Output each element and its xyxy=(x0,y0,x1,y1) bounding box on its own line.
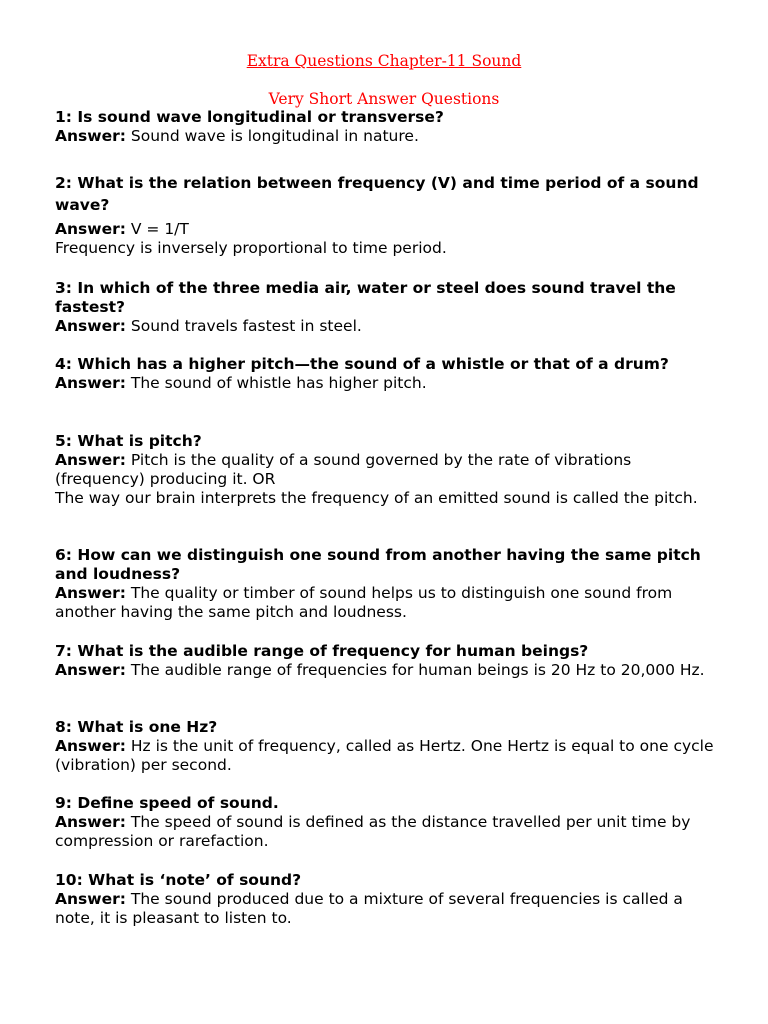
answer-9 xyxy=(55,813,720,851)
qa-item-6 xyxy=(55,546,720,622)
answer-label: Answer: xyxy=(55,890,126,908)
qa-item-7 xyxy=(55,642,720,680)
question-4: 4: Which has a higher pitch—the sound of a whistle or that of a drum? xyxy=(55,355,669,373)
qa-item-3 xyxy=(55,279,720,336)
answer-1 xyxy=(55,127,720,146)
answer-8 xyxy=(55,737,720,775)
question-6: 6: How can we distinguish one sound from another having the same pitch and loudness? xyxy=(55,546,701,583)
qa-item-10 xyxy=(55,871,720,928)
answer-label: Answer: xyxy=(55,317,126,335)
qa-item-4 xyxy=(55,355,720,393)
qa-item-5 xyxy=(55,432,720,508)
answer-label: Answer: xyxy=(55,374,126,392)
answer-7 xyxy=(55,661,720,680)
answer-5-extra: The way our brain interprets the frequency of an emitted sound is called the pitch. xyxy=(55,489,698,507)
answer-5 xyxy=(55,451,720,489)
answer-label: Answer: xyxy=(55,451,126,469)
question-5: 5: What is pitch? xyxy=(55,432,202,450)
answer-10-text: The sound produced due to a mixture of several frequencies is called a note, it is pleasant to listen to. xyxy=(55,890,683,927)
question-3: 3: In which of the three media air, water or steel does sound travel the fastest? xyxy=(55,279,676,316)
question-7: 7: What is the audible range of frequency for human beings? xyxy=(55,642,589,660)
question-8: 8: What is one Hz? xyxy=(55,718,218,736)
answer-5-text: Pitch is the quality of a sound governed by the rate of vibrations (frequency) producing it. OR xyxy=(55,451,632,488)
answer-7-text: The audible range of frequencies for human beings is 20 Hz to 20,000 Hz. xyxy=(130,661,705,679)
qa-item-8 xyxy=(55,718,720,775)
question-9: 9: Define speed of sound. xyxy=(55,794,279,812)
answer-4-text: The sound of whistle has higher pitch. xyxy=(130,374,427,392)
answer-label: Answer: xyxy=(55,220,126,238)
answer-6-text: The quality or timber of sound helps us to distinguish one sound from another having the same pitch and loudness. xyxy=(55,584,673,621)
answer-8-text: Hz is the unit of frequency, called as Hertz. One Hertz is equal to one cycle (vibration) per second. xyxy=(55,737,714,774)
qa-item-9 xyxy=(55,794,720,851)
qa-item-1 xyxy=(55,108,720,146)
answer-label: Answer: xyxy=(55,127,126,145)
answer-4 xyxy=(55,374,720,393)
section-title: Very Short Answer Questions xyxy=(268,90,500,108)
answer-label: Answer: xyxy=(55,737,126,755)
answer-label: Answer: xyxy=(55,813,126,831)
answer-9-text: The speed of sound is defined as the distance travelled per unit time by compression or rarefaction. xyxy=(55,813,691,850)
answer-6 xyxy=(55,584,720,622)
answer-2-text: V = 1/T xyxy=(130,220,189,238)
qa-item-2 xyxy=(55,172,720,258)
answer-1-text: Sound wave is longitudinal in nature. xyxy=(130,127,419,145)
question-2: 2: What is the relation between frequency (V) and time period of a sound wave? xyxy=(55,174,699,214)
document-title: Extra Questions Chapter-11 Sound xyxy=(246,52,522,70)
answer-2-extra: Frequency is inversely proportional to time period. xyxy=(55,239,447,257)
question-1: 1: Is sound wave longitudinal or transverse? xyxy=(55,108,444,126)
answer-label: Answer: xyxy=(55,584,126,602)
answer-3-text: Sound travels fastest in steel. xyxy=(130,317,362,335)
answer-label: Answer: xyxy=(55,661,126,679)
question-10: 10: What is ‘note’ of sound? xyxy=(55,871,302,889)
answer-3 xyxy=(55,317,720,336)
answer-2 xyxy=(55,220,720,239)
answer-10 xyxy=(55,890,720,928)
